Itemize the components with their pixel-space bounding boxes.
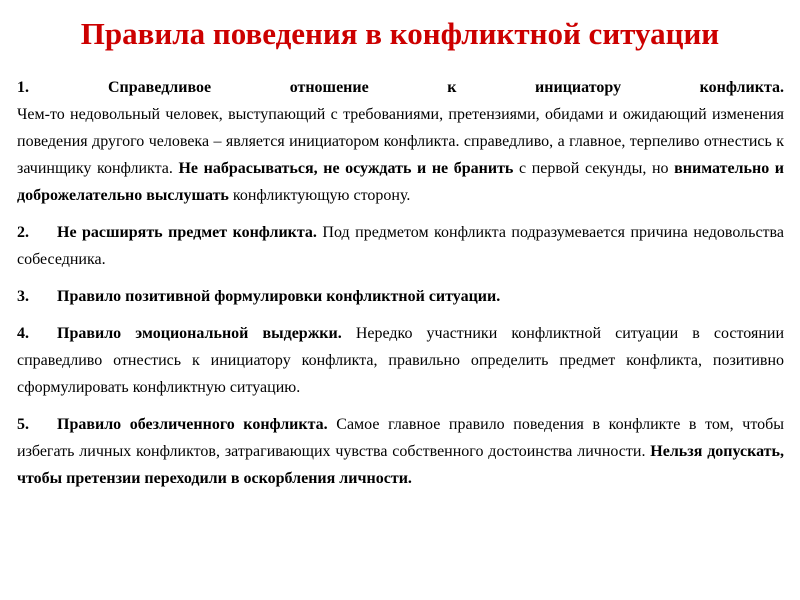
rule-text: Под предметом конфликта подразумевается причина недовольства собеседника. — [17, 224, 784, 268]
rule-number: 3. — [17, 288, 29, 305]
slide-title: Правила поведения в конфликтной ситуации — [80, 16, 720, 51]
rule-heading: Справедливое отношение к инициатору конфликта. — [108, 79, 784, 96]
rule-text-bold: Не набрасываться, не осуждать и не бранить — [178, 160, 514, 177]
rule-heading: Правило эмоциональной выдержки. — [57, 325, 342, 342]
rule-text: Самое главное правило поведения в конфликте в том, чтобы избегать личных конфликтов, затрагивающих чувства собственного достоинства личности. — [17, 416, 784, 460]
rule-text-bold: Нельзя допускать, чтобы претензии переходили в оскорбления личности. — [17, 443, 784, 487]
rule-heading: Правило позитивной формулировки конфликтной ситуации. — [57, 288, 501, 305]
rule-item-5 — [17, 411, 784, 492]
rule-text-bold: внимательно и доброжелательно выслушать — [17, 160, 785, 204]
rule-number: 1. — [17, 79, 29, 96]
rule-1-heading-line — [17, 74, 784, 101]
rule-item-1 — [17, 74, 784, 209]
rule-text: Чем-то недовольный человек, выступающий с требованиями, претензиями, обидами и ожидающий изменения поведения другого человека – является инициатором конфликта. справедливо, а главное, терпеливо отнестись к зачинщику конфликта. — [17, 106, 784, 177]
rule-number: 4. — [17, 325, 29, 342]
rule-text: Нередко участники конфликтной ситуации в состоянии справедливо отнестись к инициатору конфликта, правильно определить предмет конфликта, позитивно сформулировать конфликтную ситуацию. — [17, 325, 785, 396]
rule-number: 5. — [17, 416, 29, 433]
rule-item-2 — [17, 219, 784, 273]
rule-text: конфликтующую сторону. — [228, 187, 411, 204]
rule-text: с первой секунды, но — [513, 160, 675, 177]
rule-heading: Правило обезличенного конфликта. — [57, 416, 328, 433]
rule-heading: Не расширять предмет конфликта. — [57, 224, 317, 241]
rule-item-3 — [17, 283, 784, 310]
rule-item-4 — [17, 320, 784, 401]
rules-list — [17, 74, 784, 502]
rule-number: 2. — [17, 224, 29, 241]
